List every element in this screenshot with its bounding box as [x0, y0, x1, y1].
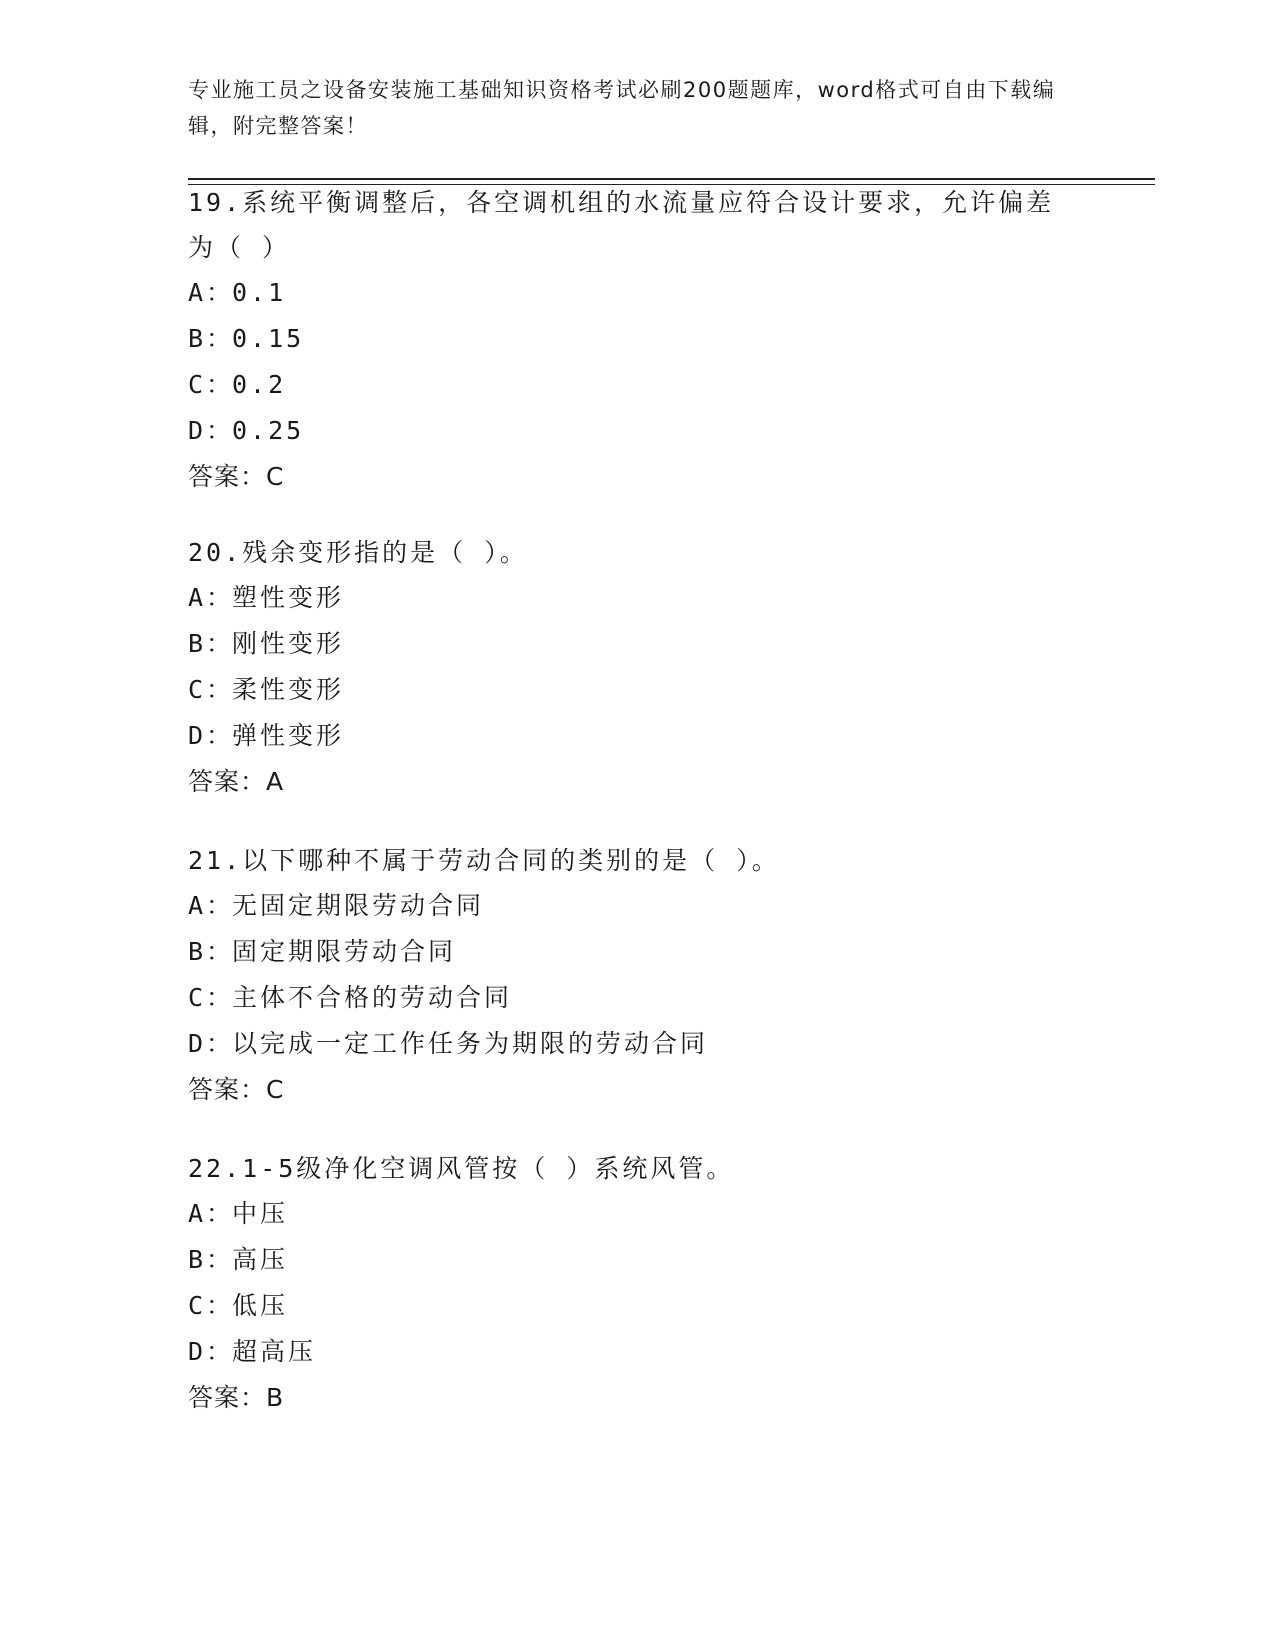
question-22 [188, 1146, 1088, 1421]
option-d [188, 1021, 1088, 1067]
option-text: 0.2 [232, 370, 287, 399]
option-key: A： [188, 891, 235, 920]
option-a [188, 1191, 1088, 1237]
option-key: A： [188, 1199, 235, 1228]
option-key: B： [188, 937, 235, 966]
answer-line: 答案：A [188, 767, 285, 796]
option-c [188, 1283, 1088, 1329]
option-text: 塑性变形 [232, 583, 345, 612]
option-key: B： [188, 1245, 235, 1274]
option-text: 主体不合格的劳动合同 [232, 983, 513, 1012]
option-text: 高压 [232, 1245, 289, 1274]
option-text: 中压 [232, 1199, 289, 1228]
option-text: 无固定期限劳动合同 [232, 891, 485, 920]
option-text: 以完成一定工作任务为期限的劳动合同 [232, 1029, 709, 1058]
option-text: 固定期限劳动合同 [232, 937, 457, 966]
option-b [188, 621, 1088, 667]
option-key: D： [188, 1029, 235, 1058]
option-b [188, 929, 1088, 975]
option-key: C： [188, 370, 235, 399]
option-key: D： [188, 416, 235, 445]
option-d [188, 713, 1088, 759]
answer-line: 答案：C [188, 462, 285, 491]
option-key: A： [188, 278, 235, 307]
question-20 [188, 530, 1088, 805]
question-19 [188, 180, 1088, 500]
option-key: C： [188, 983, 235, 1012]
option-text: 超高压 [232, 1337, 317, 1366]
option-a [188, 270, 1088, 316]
question-21 [188, 838, 1088, 1113]
question-stem: 19.系统平衡调整后，各空调机组的水流量应符合设计要求，允许偏差为（ ） [188, 188, 1055, 262]
option-a [188, 575, 1088, 621]
option-key: A： [188, 583, 235, 612]
option-text: 0.1 [232, 278, 287, 307]
option-c [188, 362, 1088, 408]
question-stem: 20.残余变形指的是（ ）。 [188, 538, 528, 567]
option-text: 刚性变形 [232, 629, 345, 658]
option-a [188, 883, 1088, 929]
question-stem: 21.以下哪种不属于劳动合同的类别的是（ ）。 [188, 846, 780, 875]
option-text: 0.25 [232, 416, 305, 445]
option-text: 柔性变形 [232, 675, 345, 704]
option-d [188, 1329, 1088, 1375]
option-key: C： [188, 675, 235, 704]
option-text: 弹性变形 [232, 721, 345, 750]
option-b [188, 316, 1088, 362]
option-text: 低压 [232, 1291, 289, 1320]
answer-line: 答案：C [188, 1075, 285, 1104]
option-text: 0.15 [232, 324, 305, 353]
option-key: D： [188, 1337, 235, 1366]
option-c [188, 975, 1088, 1021]
option-key: C： [188, 1291, 235, 1320]
answer-line: 答案：B [188, 1383, 285, 1412]
option-key: B： [188, 324, 235, 353]
option-b [188, 1237, 1088, 1283]
option-key: D： [188, 721, 235, 750]
option-key: B： [188, 629, 235, 658]
document-header: 专业施工员之设备安装施工基础知识资格考试必刷200题题库，word格式可自由下载编辑，附完整答案！ [188, 78, 1056, 138]
option-c [188, 667, 1088, 713]
question-stem: 22.1-5级净化空调风管按（ ）系统风管。 [188, 1154, 735, 1183]
option-d [188, 408, 1088, 454]
